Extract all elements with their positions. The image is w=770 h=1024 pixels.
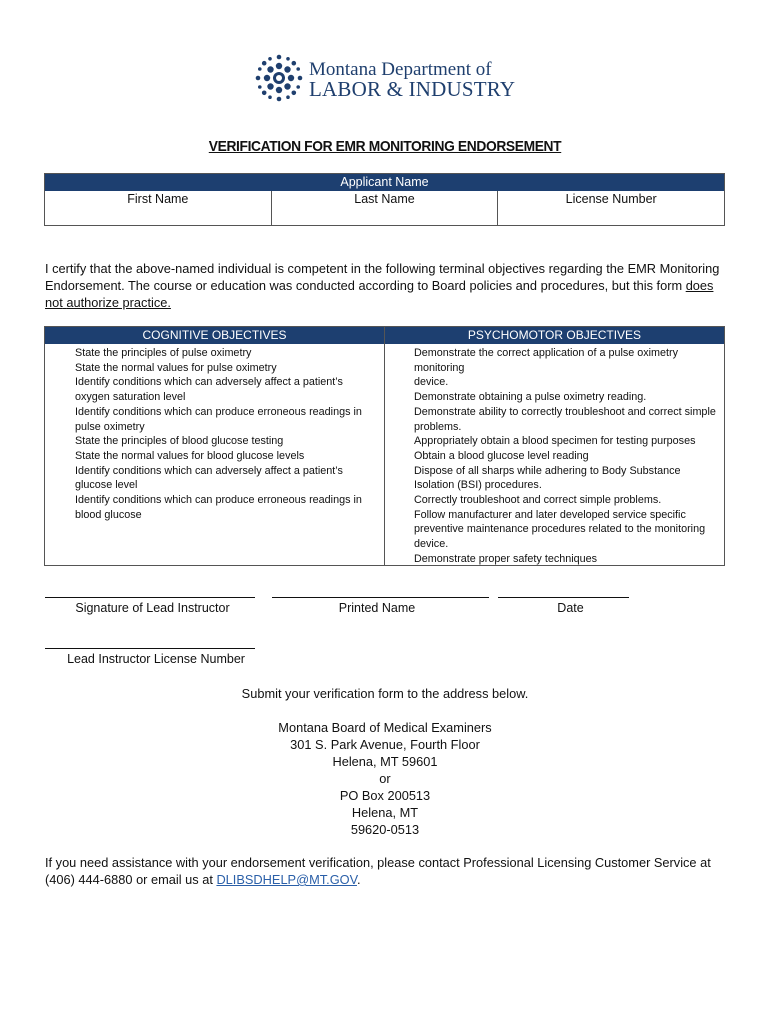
address-line: Helena, MT 59601 [332, 754, 438, 769]
footer-end: . [356, 872, 361, 887]
list-item: Follow manufacturer and later developed service specific preventive maintenance procedures related to the monitoring device. [414, 508, 706, 551]
list-item: Demonstrate obtaining a pulse oximetry reading. [414, 391, 647, 404]
last-name-field[interactable]: Last Name [272, 191, 499, 225]
cognitive-header: COGNITIVE OBJECTIVES [45, 327, 384, 344]
address-line: or [379, 771, 391, 786]
footer-text: If you need assistance with your endorsement verification, please contact Professional Licensing Customer Service at (406) 444-6880 or email us at [45, 855, 711, 887]
footer-contact [45, 854, 725, 888]
submit-instruction: Submit your verification form to the address below. [241, 686, 529, 701]
list-item: Demonstrate the correct application of a pulse oximetry monitoring [414, 347, 679, 374]
mailing-address [0, 719, 770, 838]
address-line: 59620-0513 [350, 822, 420, 837]
applicant-name-band: Applicant Name [45, 174, 724, 191]
list-item: Demonstrate proper safety techniques [414, 552, 598, 565]
address-line: 301 S. Park Avenue, Fourth Floor [290, 737, 480, 752]
psychomotor-header: PSYCHOMOTOR OBJECTIVES [385, 327, 724, 344]
list-item: Correctly troubleshoot and correct simple problems. [414, 494, 662, 507]
first-name-field[interactable]: First Name [45, 191, 272, 225]
psychomotor-list [385, 344, 724, 567]
department-name-line1: Montana Department of [309, 59, 492, 80]
department-name-line2: LABOR & INDUSTRY [309, 77, 516, 101]
list-item: Obtain a blood glucose level reading [414, 449, 589, 462]
form-title: VERIFICATION FOR EMR MONITORING ENDORSEMENT [208, 138, 562, 155]
date-label: Date [557, 601, 584, 615]
applicant-table [44, 173, 725, 226]
address-line: Montana Board of Medical Examiners [278, 720, 492, 735]
address-line: PO Box 200513 [339, 788, 431, 803]
list-item: State the normal values for pulse oximetry [75, 361, 277, 374]
list-item: device. [414, 376, 449, 389]
certification-text: I certify that the above-named individual is competent in the following terminal objectives regarding the EMR Monitoring Endorsement. The course or education was conducted according to Board policies and procedures, but this form [45, 261, 720, 293]
psychomotor-column [385, 327, 724, 565]
list-item: Identify conditions which can produce erroneous readings in pulse oximetry [75, 405, 362, 433]
license-number-field[interactable]: License Number [565, 192, 657, 206]
printed-name-line[interactable] [272, 597, 489, 598]
certification-disclaimer: does not authorize practice. [45, 278, 714, 310]
date-line[interactable] [498, 597, 629, 598]
cognitive-column [45, 327, 385, 565]
support-email-link[interactable]: DLIBSDHELP@MT.GOV [216, 872, 357, 887]
list-item: State the normal values for blood glucose levels [75, 449, 305, 462]
montana-dli-seal-icon [255, 54, 303, 102]
license-number-label: Lead Instructor License Number [67, 652, 245, 666]
list-item: Identify conditions which can produce erroneous readings in blood glucose [75, 494, 362, 521]
lead-instructor-signature-label: Signature of Lead Instructor [75, 601, 230, 615]
list-item: Dispose of all sharps while adhering to Body Substance Isolation (BSI) procedures. [414, 464, 681, 492]
list-item: Demonstrate ability to correctly troubleshoot and correct simple problems. [414, 405, 716, 433]
printed-name-label: Printed Name [338, 601, 416, 615]
list-item: State the principles of pulse oximetry [75, 347, 252, 359]
list-item: Appropriately obtain a blood specimen for testing purposes [414, 435, 696, 448]
address-line: Helena, MT [351, 805, 419, 820]
cognitive-list [45, 344, 384, 522]
objectives-table [44, 326, 725, 566]
list-item: Identify conditions which can adversely affect a patient’s glucose level [75, 464, 343, 492]
list-item: Identify conditions which can adversely affect a patient’s oxygen saturation level [75, 376, 343, 404]
list-item: State the principles of blood glucose testing [75, 435, 284, 448]
license-number-line[interactable] [45, 648, 255, 649]
certification-paragraph [45, 260, 725, 311]
lead-instructor-signature-line[interactable] [45, 597, 255, 598]
